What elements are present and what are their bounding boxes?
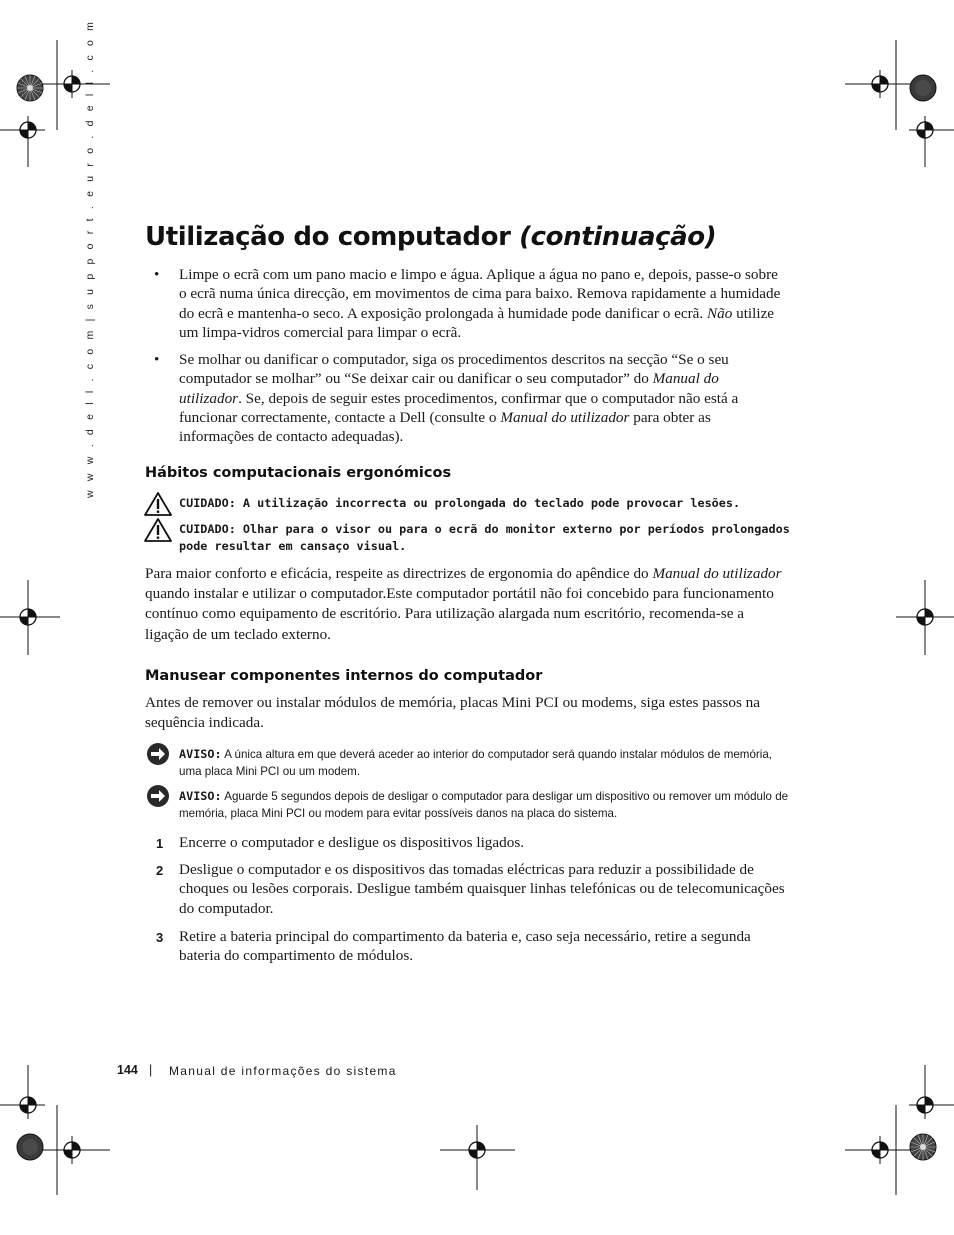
bullet-marker: •	[154, 266, 160, 283]
notice-note	[179, 788, 794, 822]
step-item	[156, 860, 789, 918]
footer-title: Manual de informações do sistema	[169, 1064, 397, 1078]
section-heading-internal-components: Manusear componentes internos do computador	[145, 668, 543, 684]
bullet-text: para obter as informações de contacto adequadas).	[179, 408, 711, 446]
step-number: 1	[156, 836, 164, 851]
step-number: 2	[156, 863, 164, 878]
title-continued: (continuação)	[519, 222, 717, 252]
title-main: Utilização do computador	[145, 222, 511, 252]
step-item	[156, 833, 789, 852]
paragraph-emphasis: Manual do utilizador	[652, 565, 782, 582]
bullet-emphasis: Manual do utilizador	[500, 408, 630, 426]
bullet-emphasis: Manual do utilizador	[179, 370, 719, 407]
notice-text: Aguarde 5 segundos depois de desligar o computador para desligar um dispositivo ou remover um módulo de memória, placa Mini PCI ou modem para evitar possíveis danos na placa do sistema.	[179, 790, 789, 820]
bullet-text: Limpe o ecrã com um pano macio e limpo e água. Aplique a água no pano e, depois, passe-o sobre o ecrã numa única direcção, em movimentos de cima para baixo. Remova rapidamente a humidade do ecrã e mantenha-o seco. A exposição prolongada à humidade pode danificar o ecrã.	[179, 266, 781, 322]
page-title	[145, 222, 716, 252]
page-number: 144	[117, 1063, 138, 1077]
footer-separator: |	[149, 1063, 153, 1077]
notice-icon	[146, 742, 170, 766]
caution-icon	[143, 491, 173, 517]
bullet-item	[154, 350, 784, 446]
notice-icon	[146, 784, 170, 808]
caution-note: CUIDADO: Olhar para o visor ou para o ecrã do monitor externo por períodos prolongados pode resultar em cansaço visual.	[179, 522, 790, 553]
step-text: Encerre o computador e desligue os dispositivos ligados.	[179, 834, 525, 851]
bullet-text: . Se, depois de seguir estes procedimentos, confirmar que o computador não está a funcionar correctamente, contacte a Dell (consulte o	[179, 389, 739, 426]
notice-label: AVISO:	[179, 747, 222, 761]
notice-label: AVISO:	[179, 789, 222, 803]
intro-paragraph: Antes de remover ou instalar módulos de memória, placas Mini PCI ou modems, siga estes passos na sequência indicada.	[145, 694, 760, 732]
bullet-marker: •	[154, 351, 160, 368]
bullet-item	[154, 265, 784, 342]
caution-icon	[143, 517, 173, 543]
paragraph-text: quando instalar e utilizar o computador.Este computador portátil não foi concebido para funcionamento contínuo como equipamento de escritório. Para utilização alargada num escritório, recomenda-se a ligação de um teclado externo.	[145, 585, 774, 643]
ergonomics-paragraph	[145, 564, 790, 645]
bullet-text: Se molhar ou danificar o computador, siga os procedimentos descritos na secção “Se o seu computador se molhar” ou “Se deixar cair ou danificar o seu computador” do	[179, 351, 729, 388]
step-item	[156, 927, 789, 966]
step-text: Retire a bateria principal do compartimento da bateria e, caso seja necessário, retire a segunda bateria do compartimento de módulos.	[179, 928, 751, 965]
bullet-emphasis: Não	[706, 304, 733, 322]
step-number: 3	[156, 930, 164, 945]
notice-text: A única altura em que deverá aceder ao interior do computador será quando instalar módulos de memória, uma placa Mini PCI ou um modem.	[179, 748, 773, 778]
bullet-text: utilize um limpa-vidros comercial para limpar o ecrã.	[179, 304, 775, 341]
side-url: w w w . d e l l . c o m | s u p p o r t . e u r o . d e l l . c o m	[84, 18, 96, 498]
notice-note	[179, 746, 794, 780]
caution-note: CUIDADO: A utilização incorrecta ou prolongada do teclado pode provocar lesões.	[179, 496, 741, 510]
step-text: Desligue o computador e os dispositivos das tomadas eléctricas para reduzir a possibilidade de choques ou lesões corporais. Desligue também quaisquer linhas telefónicas ou de telecomunicações do computador.	[179, 861, 785, 917]
paragraph-text: Para maior conforto e eficácia, respeite as directrizes de ergonomia do apêndice do	[145, 565, 653, 582]
section-heading-ergonomics: Hábitos computacionais ergonómicos	[145, 465, 452, 481]
